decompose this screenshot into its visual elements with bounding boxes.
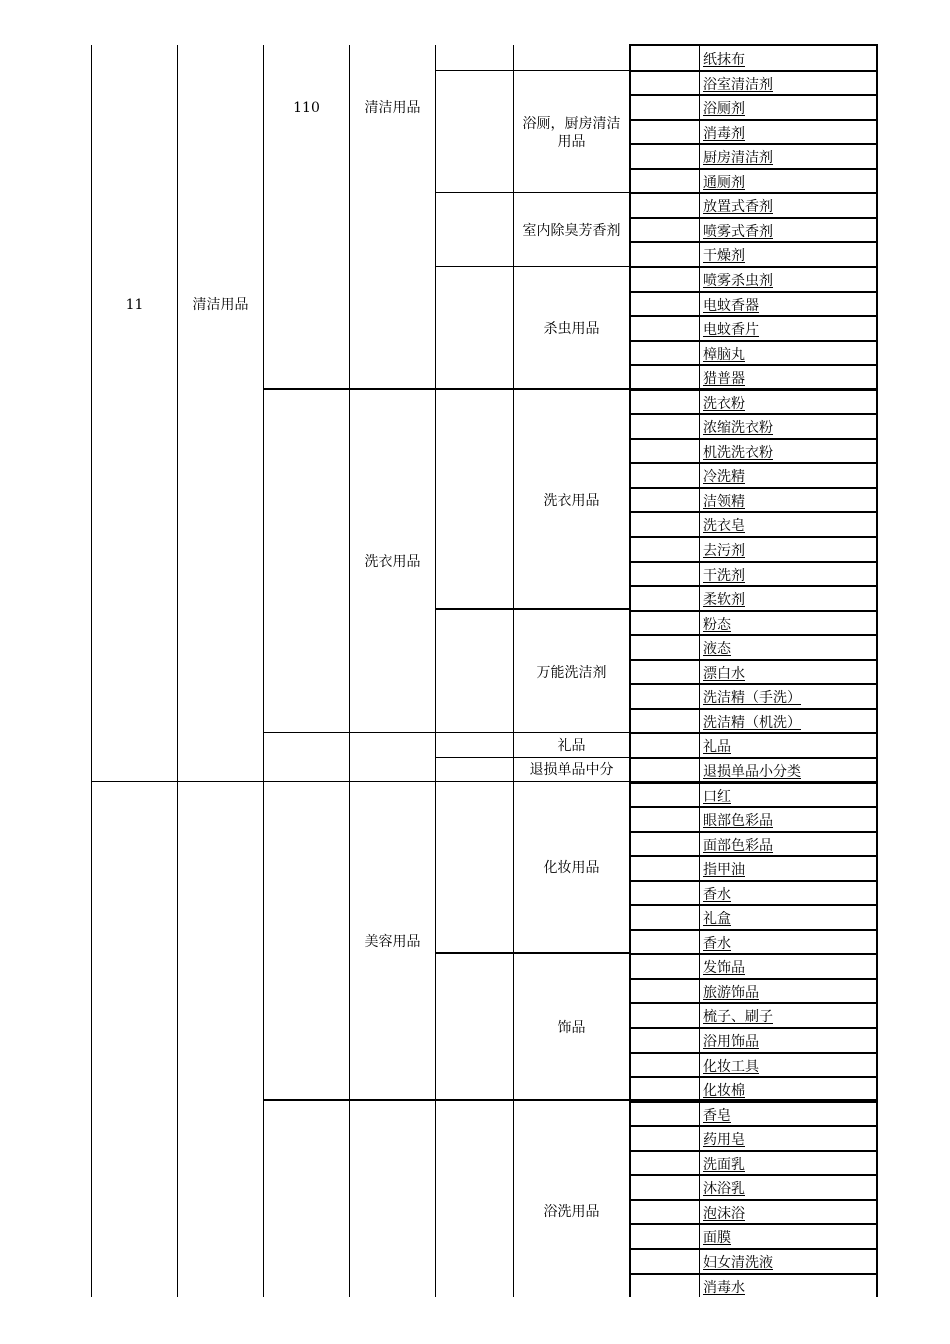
item-row-line	[629, 831, 878, 833]
item-row-line	[629, 610, 878, 612]
list-item: 面部色彩品	[703, 837, 773, 854]
list-item: 干洗剂	[703, 567, 745, 584]
item-row-line	[629, 1273, 878, 1275]
list-item: 机洗洗衣粉	[703, 444, 773, 461]
sep-g2	[435, 192, 629, 193]
col-line-3	[263, 45, 264, 1297]
sep-g1	[435, 70, 629, 71]
item-row-line	[629, 904, 878, 906]
item-row-line	[629, 413, 878, 415]
subcat-return: 退损单品中分	[529, 762, 614, 778]
item-row-line	[629, 94, 878, 96]
list-item: 洗洁精（机洗）	[703, 714, 801, 731]
list-item: 香皂	[703, 1107, 731, 1124]
item-row-line	[629, 241, 878, 243]
item-row-line	[629, 953, 878, 955]
list-item: 洗面乳	[703, 1156, 745, 1173]
list-item: 化妆棉	[703, 1083, 745, 1100]
item-row-line	[629, 1076, 878, 1078]
item-row-line	[629, 1125, 878, 1127]
item-row-line	[629, 683, 878, 685]
list-item: 樟脑丸	[703, 346, 745, 363]
item-row-line	[629, 1150, 878, 1152]
code-l2: 110	[293, 100, 320, 116]
item-row-line	[629, 634, 878, 636]
list-item: 眼部色彩品	[703, 813, 773, 830]
item-row-line	[629, 168, 878, 170]
item-row-line	[629, 1223, 878, 1225]
list-item: 浴用饰品	[703, 1034, 759, 1050]
name-l2-clean: 清洁用品	[364, 100, 421, 116]
list-item: 沐浴乳	[703, 1181, 745, 1198]
list-item: 浓缩洗衣粉	[703, 420, 773, 437]
col-line-7	[629, 45, 631, 1297]
item-row-line	[629, 315, 878, 317]
list-item: 泡沫浴	[703, 1205, 745, 1222]
list-item: 液态	[703, 641, 731, 658]
list-item: 通厕剂	[703, 174, 745, 191]
col-line-2	[177, 45, 178, 1297]
item-row-line	[629, 978, 878, 980]
item-row-line	[629, 536, 878, 538]
item-row-line	[629, 732, 878, 734]
list-item: 干燥剂	[703, 248, 745, 265]
item-row-line	[629, 217, 878, 219]
list-item: 喷雾杀虫剂	[703, 272, 773, 289]
item-row-line	[629, 880, 878, 882]
list-item: 药用皂	[703, 1132, 745, 1149]
list-item: 化妆工具	[703, 1058, 759, 1075]
item-row-line	[629, 659, 878, 661]
item-row-line	[629, 1199, 878, 1201]
item-row-line	[629, 119, 878, 121]
list-item: 口红	[703, 788, 731, 805]
item-row-line	[629, 1027, 878, 1029]
list-item: 梳子、刷子	[703, 1009, 773, 1026]
list-item: 发饰品	[703, 960, 745, 977]
name-l1: 清洁用品	[192, 297, 249, 313]
list-item: 漂白水	[703, 665, 745, 682]
item-row-line	[629, 70, 878, 72]
list-item: 厨房清洁剂	[703, 150, 773, 167]
subcat-laundry: 洗衣用品	[543, 493, 600, 509]
list-item: 面膜	[703, 1230, 731, 1247]
sep-g5	[435, 757, 629, 758]
list-item: 猎普器	[703, 371, 745, 388]
subcat-accessories: 饰品	[557, 1020, 586, 1036]
item-row-line	[629, 487, 878, 489]
list-item: 柔软剂	[703, 592, 745, 609]
col-line-9	[876, 45, 878, 1297]
list-item: 电蚊香器	[703, 297, 759, 314]
item-row-line	[629, 708, 878, 710]
item-row-line	[629, 389, 878, 391]
list-item: 喷雾式香剂	[703, 223, 773, 240]
list-item: 粉态	[703, 616, 731, 633]
list-item: 浴室清洁剂	[703, 76, 773, 93]
item-row-line	[629, 340, 878, 342]
item-row-line	[629, 757, 878, 759]
list-item: 洗衣皂	[703, 518, 745, 535]
list-item: 消毒剂	[703, 125, 745, 142]
item-row-line	[629, 1002, 878, 1004]
item-row-line	[629, 143, 878, 145]
subcat-deodorant: 室内除臭芳香剂	[522, 223, 621, 239]
item-row-line	[629, 462, 878, 464]
sep-g3	[435, 266, 629, 267]
list-item: 消毒水	[703, 1279, 745, 1296]
list-item: 冷洗精	[703, 469, 745, 486]
col-line-4	[349, 45, 350, 1297]
subcat-allpurpose: 万能洗洁剂	[536, 665, 607, 681]
name-l2-laundry: 洗衣用品	[364, 554, 421, 570]
item-row-line	[629, 561, 878, 563]
item-row-line	[629, 782, 878, 784]
list-item: 指甲油	[703, 862, 745, 879]
list-item: 洗衣粉	[703, 395, 745, 412]
item-row-line	[629, 585, 878, 587]
list-item: 洗洁精（手洗）	[703, 690, 801, 707]
list-item: 放置式香剂	[703, 199, 773, 216]
list-item: 退损单品小分类	[703, 763, 801, 780]
list-item: 礼盒	[703, 911, 731, 928]
name-l2-beauty: 美容用品	[364, 934, 421, 950]
subcat-bathing: 浴洗用品	[543, 1204, 600, 1220]
subcat-gift: 礼品	[557, 738, 586, 754]
item-row-line	[629, 1052, 878, 1054]
list-item: 去污剂	[703, 543, 745, 559]
list-item: 香水	[703, 886, 731, 903]
subcat-bath-kitchen: 浴厕，厨房清洁用品	[522, 116, 621, 150]
list-item: 纸抹布	[703, 52, 745, 68]
code-l1: 11	[125, 297, 144, 313]
subcat-cosmetics: 化妆用品	[543, 860, 600, 876]
item-row-line	[629, 364, 878, 366]
list-item: 浴厕剂	[703, 101, 745, 118]
items-top-border	[629, 44, 878, 46]
item-row-line	[629, 806, 878, 808]
sep-g6	[435, 952, 629, 954]
list-item: 礼品	[703, 739, 731, 756]
item-row-line	[629, 855, 878, 857]
item-row-line	[629, 1248, 878, 1250]
col-line-1	[91, 45, 92, 1297]
sep-g4	[435, 608, 629, 610]
list-item: 香水	[703, 935, 731, 952]
list-item: 洁领精	[703, 493, 745, 510]
col-line-8	[699, 45, 700, 1297]
subcat-insect: 杀虫用品	[543, 321, 600, 337]
item-row-line	[629, 192, 878, 194]
list-item: 旅游饰品	[703, 984, 759, 1001]
item-row-line	[629, 929, 878, 931]
item-row-line	[629, 1174, 878, 1176]
item-row-line	[629, 266, 878, 268]
list-item: 妇女清洗液	[703, 1254, 773, 1271]
col-line-5	[435, 45, 436, 1297]
list-item: 电蚊香片	[703, 322, 759, 339]
item-row-line	[629, 511, 878, 513]
item-row-line	[629, 291, 878, 293]
item-row-line	[629, 1101, 878, 1103]
item-row-line	[629, 438, 878, 440]
